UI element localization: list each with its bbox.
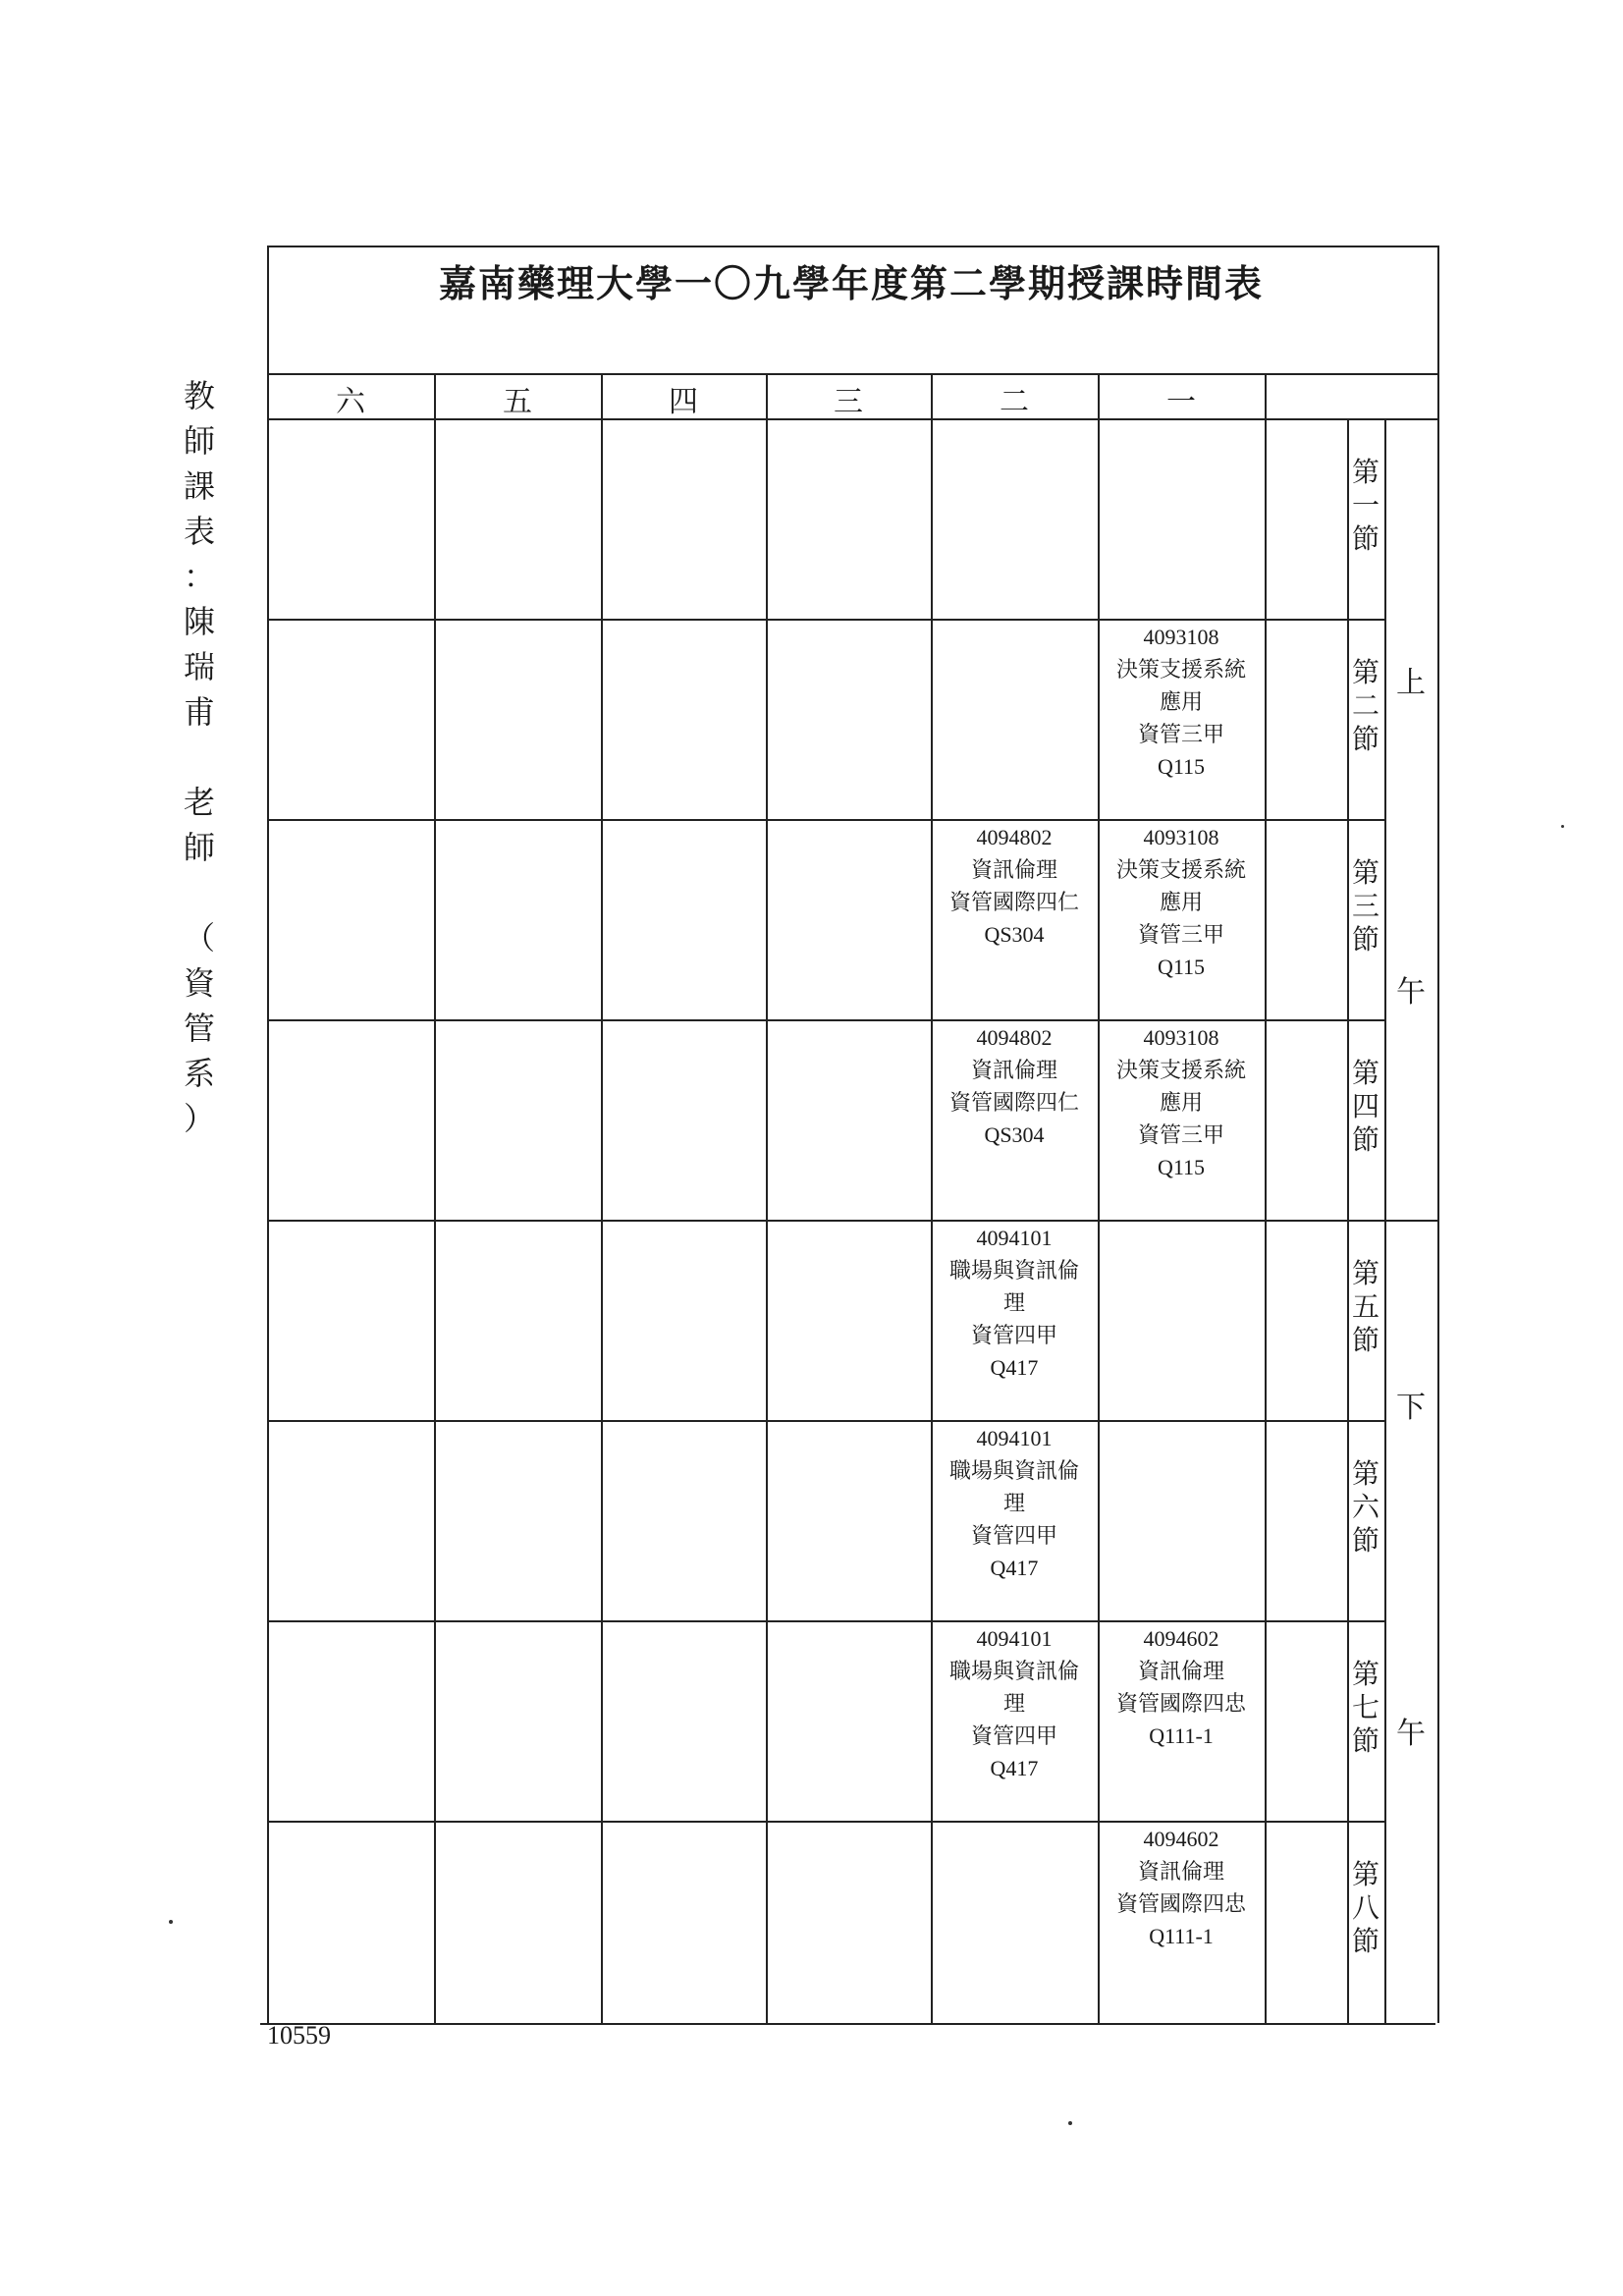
teacher-label-char: 瑞 <box>183 648 215 685</box>
course-line: 資管四甲 <box>970 1323 1057 1347</box>
half-label-am: 午 <box>1396 975 1426 1010</box>
period-label <box>1347 656 1384 756</box>
period-label-char: 第 <box>1351 1057 1380 1089</box>
period-label <box>1347 1658 1384 1758</box>
course-line: 理 <box>1002 1290 1025 1315</box>
course-cell <box>931 1422 1098 1584</box>
course-line: QS304 <box>984 1122 1045 1147</box>
course-line: 4094101 <box>976 1426 1053 1450</box>
course-cell <box>931 821 1098 951</box>
period-label-char: 第 <box>1351 1858 1380 1890</box>
period-label <box>1347 1858 1384 1958</box>
frame-left <box>267 246 269 2023</box>
period-label-char: 一 <box>1351 489 1380 521</box>
course-line: Q115 <box>1157 955 1206 979</box>
course-cell <box>1098 621 1265 783</box>
period-label-char: 八 <box>1351 1891 1380 1924</box>
course-line: Q111-1 <box>1149 1924 1214 1948</box>
course-line: 職場與資訊倫 <box>948 1458 1079 1483</box>
day-header: 三 <box>834 385 863 419</box>
period-label-char: 六 <box>1351 1491 1380 1523</box>
course-line: 4093108 <box>1143 625 1219 649</box>
period-label-char: 第 <box>1351 456 1380 488</box>
column-line <box>1265 373 1267 2023</box>
course-line: 4094602 <box>1143 1827 1219 1851</box>
teacher-label-char: 老 <box>183 784 215 821</box>
teacher-label-char: 表 <box>183 513 215 550</box>
period-label-char: 第 <box>1351 1457 1380 1490</box>
course-line: 4094602 <box>1143 1626 1219 1651</box>
course-line: 4093108 <box>1143 1025 1219 1050</box>
period-label-char: 第 <box>1351 856 1380 889</box>
course-line: 決策支援系統 <box>1115 857 1246 882</box>
frame-bottom <box>260 2023 1435 2025</box>
course-line: 4093108 <box>1143 825 1219 849</box>
course-line: 4094802 <box>976 825 1053 849</box>
scan-speck <box>1068 2121 1072 2125</box>
course-line: 資管三甲 <box>1137 922 1224 947</box>
teacher-label-char: 系 <box>183 1055 215 1092</box>
course-line: 應用 <box>1159 689 1203 714</box>
period-label <box>1347 1257 1384 1357</box>
day-header: 一 <box>1166 385 1196 419</box>
period-label-char: 節 <box>1351 1925 1380 1957</box>
course-line: Q417 <box>990 1556 1039 1580</box>
period-label-char: 節 <box>1351 1524 1380 1557</box>
column-line <box>766 373 768 2023</box>
course-cell <box>1098 1823 1265 1952</box>
course-line: QS304 <box>984 922 1045 947</box>
period-label <box>1347 856 1384 957</box>
teacher-label-char: 教 <box>183 377 215 414</box>
teacher-label-char: 陳 <box>183 603 215 640</box>
page-title: 嘉南藥理大學一〇九學年度第二學期授課時間表 <box>438 260 1264 305</box>
course-cell <box>1098 1622 1265 1752</box>
teacher-label-char: ： <box>183 558 215 595</box>
title-divider <box>267 373 1439 375</box>
period-label-char: 二 <box>1351 689 1380 722</box>
period-label-char: 節 <box>1351 723 1380 755</box>
course-line: Q417 <box>990 1756 1039 1780</box>
teacher-label-char: 管 <box>183 1010 215 1047</box>
teacher-label-char <box>194 735 204 780</box>
scan-speck <box>169 1920 173 1924</box>
period-label-char: 第 <box>1351 656 1380 688</box>
day-header: 五 <box>503 385 532 419</box>
teacher-label-char: 課 <box>183 467 215 505</box>
course-line: 應用 <box>1159 890 1203 914</box>
course-line: 資訊倫理 <box>970 857 1057 882</box>
course-line: 資管國際四忠 <box>1115 1891 1246 1916</box>
course-line: 資管國際四忠 <box>1115 1691 1246 1716</box>
course-line: 資訊倫理 <box>970 1058 1057 1082</box>
period-label-char: 節 <box>1351 923 1380 956</box>
period-label-char: 七 <box>1351 1691 1380 1723</box>
period-label-char: 節 <box>1351 1123 1380 1156</box>
course-cell <box>931 1622 1098 1784</box>
course-line: 決策支援系統 <box>1115 657 1246 682</box>
course-line: 資訊倫理 <box>1137 1659 1224 1683</box>
course-line: 資管三甲 <box>1137 722 1224 746</box>
period-label-char: 五 <box>1351 1290 1380 1323</box>
course-line: 職場與資訊倫 <box>948 1659 1079 1683</box>
course-line: 理 <box>1002 1491 1025 1515</box>
period-label-char: 節 <box>1351 1724 1380 1757</box>
teacher-label-char: ） <box>183 1100 215 1137</box>
period-label-char: 第 <box>1351 1257 1380 1289</box>
course-line: Q115 <box>1157 754 1206 779</box>
frame-right <box>1437 246 1439 2023</box>
period-label-char: 第 <box>1351 1658 1380 1690</box>
period-label-char: 四 <box>1351 1090 1380 1122</box>
day-header: 六 <box>336 385 365 419</box>
column-line <box>601 373 603 2023</box>
teacher-label-char: 師 <box>183 829 215 866</box>
course-line: Q111-1 <box>1149 1723 1214 1748</box>
period-label-char: 節 <box>1351 522 1380 555</box>
course-line: 資管國際四仁 <box>948 890 1079 914</box>
period-label <box>1347 1057 1384 1157</box>
course-line: 資管四甲 <box>970 1723 1057 1748</box>
course-line: 資管國際四仁 <box>948 1090 1079 1115</box>
course-line: 應用 <box>1159 1090 1203 1115</box>
course-line: 資管四甲 <box>970 1523 1057 1548</box>
day-header: 二 <box>1000 385 1029 419</box>
course-cell <box>931 1222 1098 1384</box>
day-header: 四 <box>669 385 698 419</box>
course-line: 資訊倫理 <box>1137 1859 1224 1884</box>
course-line: Q115 <box>1157 1155 1206 1179</box>
teacher-label-char: 甫 <box>183 693 215 731</box>
row-line <box>267 1220 1439 1222</box>
row-line <box>267 1420 1384 1422</box>
course-line: 決策支援系統 <box>1115 1058 1246 1082</box>
course-line: 4094101 <box>976 1626 1053 1651</box>
footer-code: 10559 <box>267 2021 331 2050</box>
course-line: 職場與資訊倫 <box>948 1258 1079 1283</box>
teacher-label-char <box>194 870 204 915</box>
teacher-label-char: （ <box>183 919 215 957</box>
period-label <box>1347 1457 1384 1558</box>
course-line: 理 <box>1002 1691 1025 1716</box>
course-cell <box>1098 1021 1265 1183</box>
half-label-pm: 午 <box>1396 1717 1426 1751</box>
course-line: Q417 <box>990 1355 1039 1380</box>
period-label <box>1347 456 1384 556</box>
course-line: 4094101 <box>976 1226 1053 1250</box>
course-cell <box>931 1021 1098 1151</box>
half-label-pm: 下 <box>1396 1391 1426 1425</box>
teacher-label-char: 師 <box>183 422 215 460</box>
course-cell <box>1098 821 1265 983</box>
period-label-char: 三 <box>1351 890 1380 922</box>
teacher-label <box>175 373 224 1141</box>
half-label-am: 上 <box>1396 666 1426 700</box>
course-line: 4094802 <box>976 1025 1053 1050</box>
teacher-label-char: 資 <box>183 964 215 1002</box>
column-line <box>434 373 436 2023</box>
course-line: 資管三甲 <box>1137 1122 1224 1147</box>
scan-speck <box>1561 825 1564 828</box>
period-label-char: 節 <box>1351 1324 1380 1356</box>
